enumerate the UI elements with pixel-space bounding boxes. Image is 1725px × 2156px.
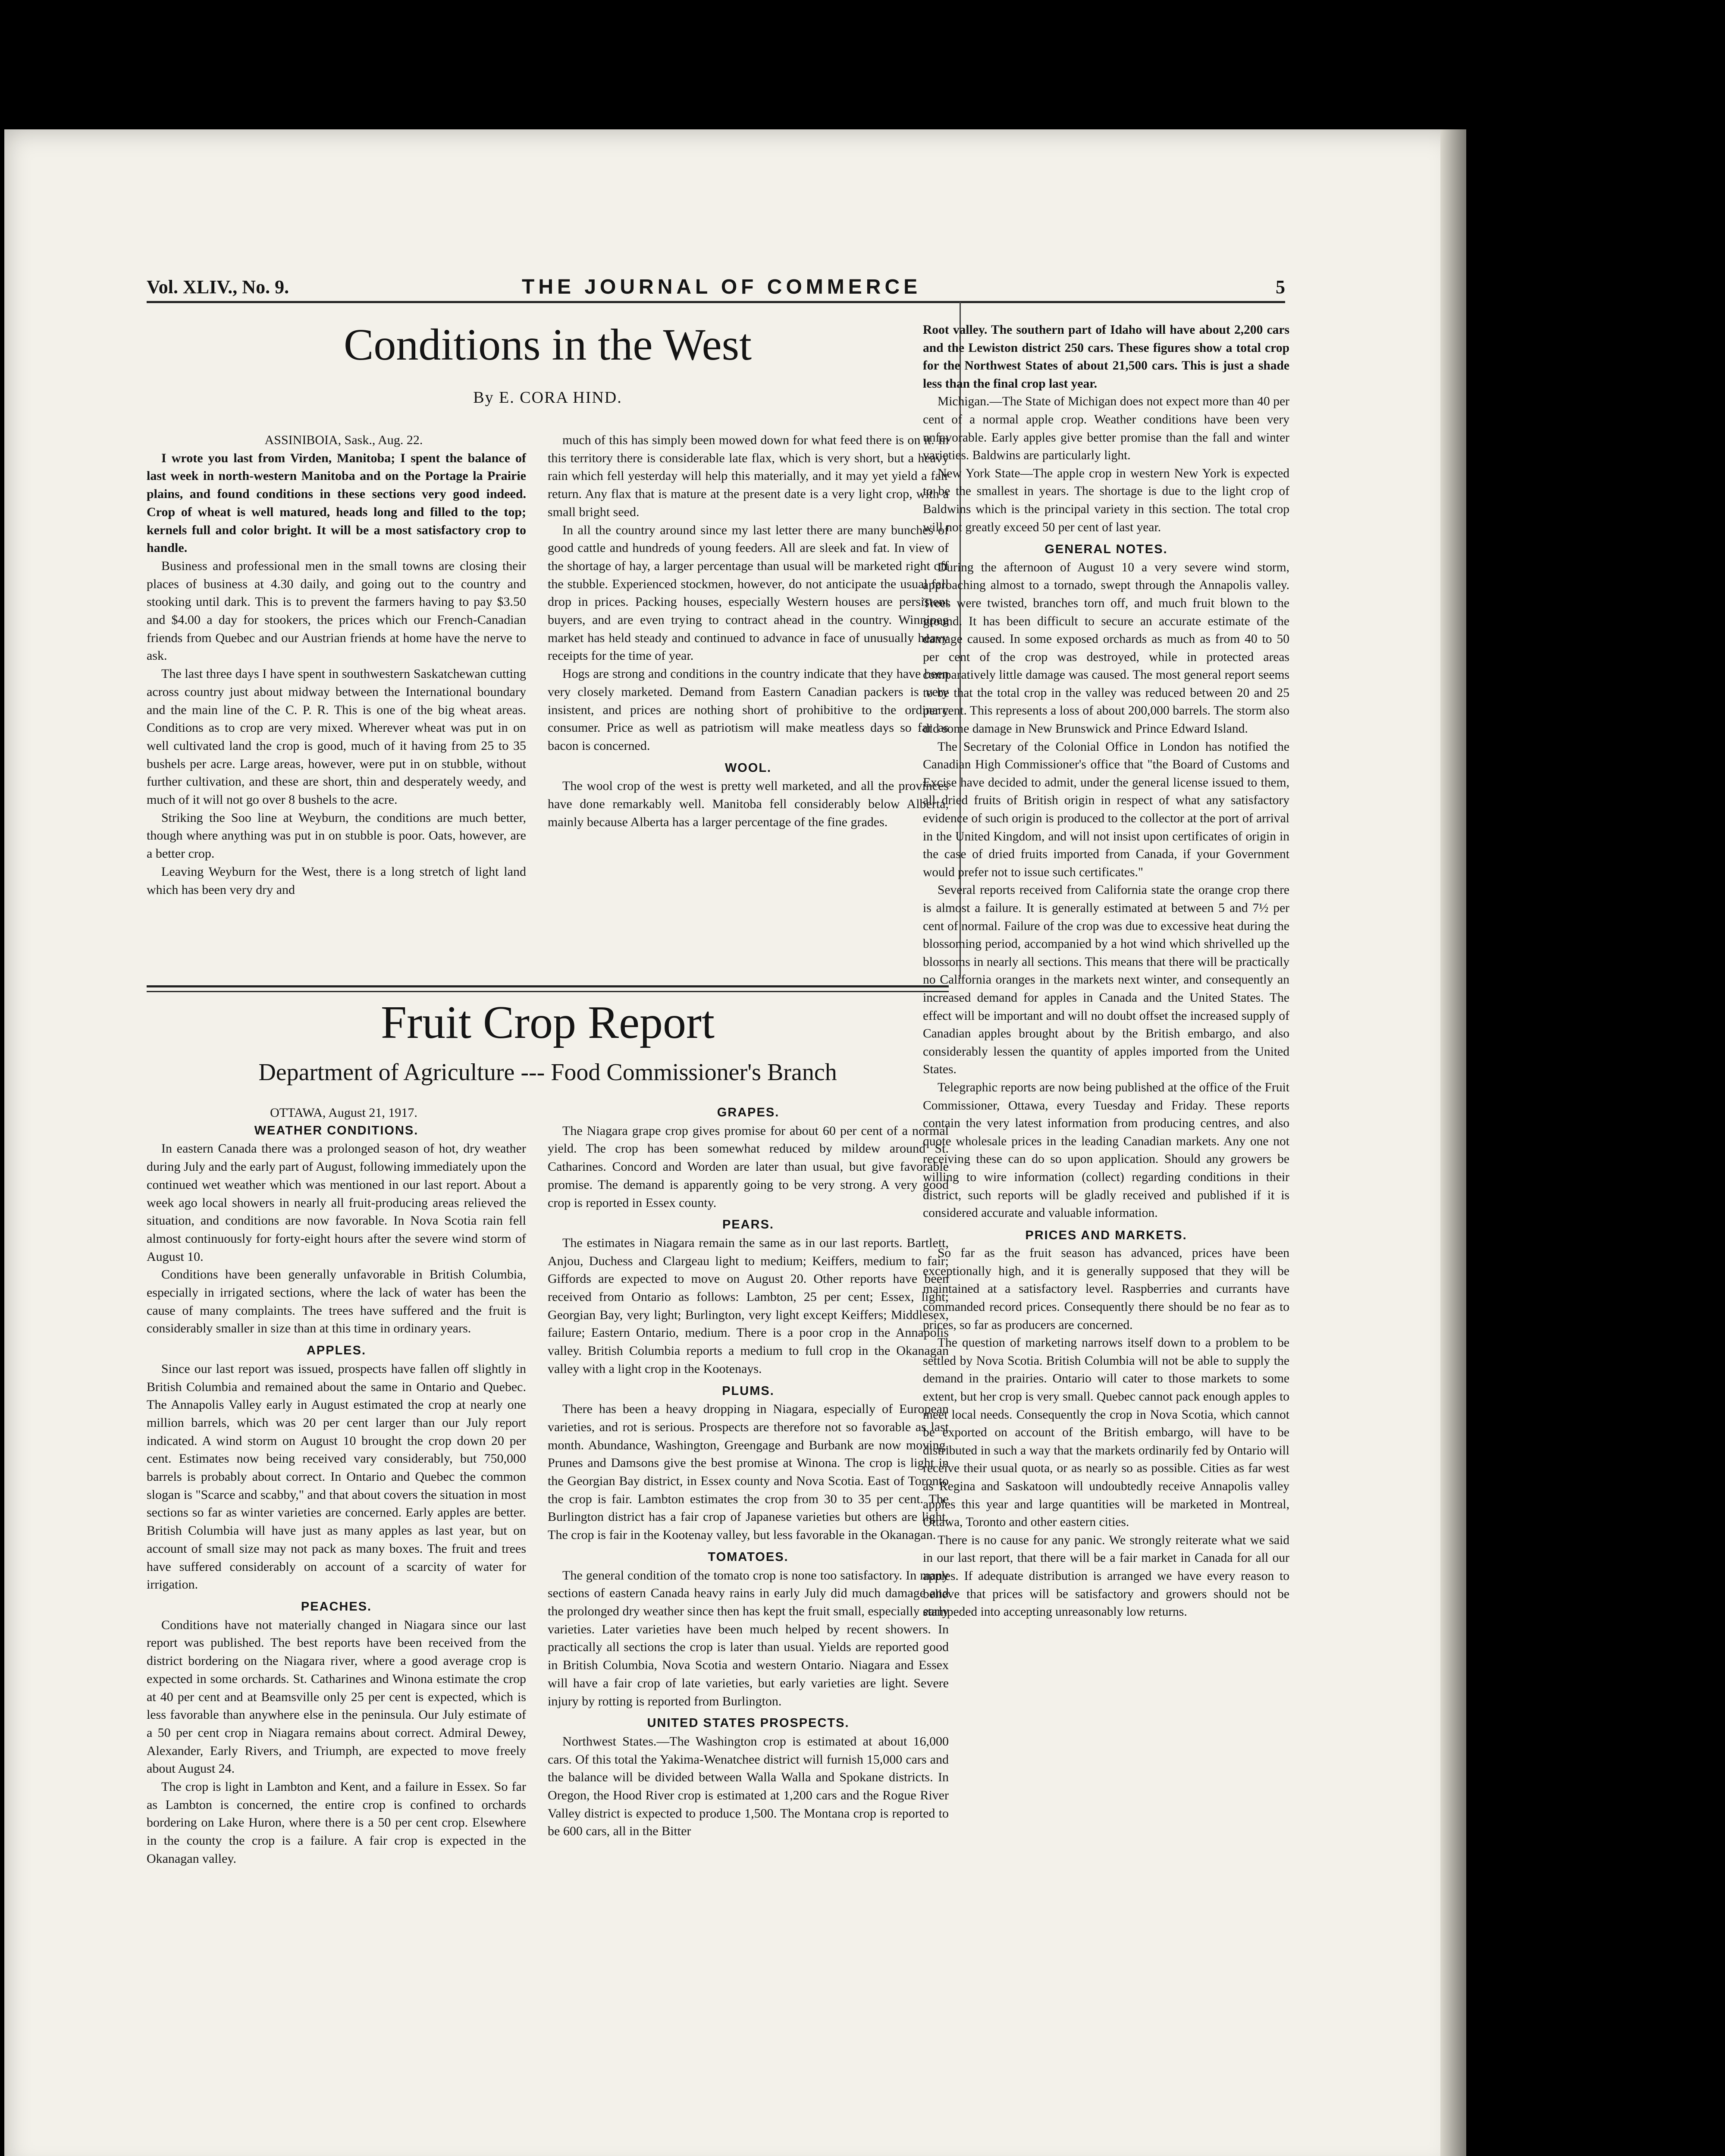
general-paragraph: Several reports received from California state the orange crop there is almost a failure. It is generally estimated at between 5 and 7½ per cent of normal. Failure of the crop was due to excessive heat during the blossoming period, accompanied by a hot wind which shrivelled up the blossoms in nearly all sections. This means that there will be practically no California oranges in the markets next winter, and consequently an increased demand for apples in Canada and the United States. The effect will be important and will no doubt offset the increased supply of Canadian apples brought about by the British embargo, and also considerably lessen the quantity of apples imported from the United States. bbox=[923, 883, 1289, 1077]
header-rule bbox=[147, 301, 1285, 303]
us-paragraph: Root valley. The southern part of Idaho will have about 2,200 cars and the Lewiston district 250 cars. These figures show a total crop for the Northwest States of about 21,500 cars. This is just a shade less than the final crop last year. bbox=[923, 323, 1289, 391]
weather-paragraph: In eastern Canada there was a prolonged season of hot, dry weather during July and the early part of August, following immediately upon the continued wet weather which was mentioned in our last report. About a week ago local showers in nearly all fruit-producing areas relieved the situation, and conditions are now favorable. In Nova Scotia rain fell almost continuously for forty-eight hours after the severe wind storm of August 10. bbox=[147, 1141, 526, 1264]
general-paragraph: The Secretary of the Colonial Office in London has notified the Canadian High Commissioner's office that "the Board of Customs and Excise have decided to admit, under the general license issued to them, all dried fruits of British origin in respect of what any satisfactory evidence of such origin is produced to the collector at the port of arrival in the United Kingdom, and will not insist upon certificates of origin in the case of dried fruits imported from Canada, if your Government would prefer not to issue such certificates." bbox=[923, 740, 1289, 879]
west-paragraph: I wrote you last from Virden, Manitoba; I spent the balance of last week in north-western Manitoba and on the Portage la Prairie plains, and found conditions in these sections very good indeed. Crop of wheat is well matured, heads long and filled to the top; kernels full and color bright. It will be a most satisfactory crop to handle. bbox=[147, 451, 526, 555]
fruit-dateline: OTTAWA, August 21, 1917. bbox=[270, 1106, 417, 1120]
west-paragraph: Leaving Weyburn for the West, there is a long stretch of light land which has been very dry and bbox=[147, 864, 526, 897]
grapes-paragraph: The Niagara grape crop gives promise for about 60 per cent of a normal yield. The crop has been somewhat reduced by mildew around St. Catharines. Concord and Worden are later than usual, but give favorable promise. The demand is apparently going to be very strong. A very good crop is reported in Essex county. bbox=[548, 1123, 949, 1210]
west-column-2 bbox=[548, 431, 949, 831]
article-separator bbox=[147, 985, 949, 992]
article-title-west: Conditions in the West bbox=[344, 320, 752, 370]
pears-paragraph: The estimates in Niagara remain the same as in our last reports. Bartlett, Anjou, Duchess and Clargeau light to medium; Keiffers, medium to fair; Giffords are expected to move on August 20. Other reports have been received from Ontario as follows: Lambton, 25 per cent; Essex, light; Georgian Bay, very light; Burlington, very light except Keiffers; Middlesex, failure; Eastern Ontario, medium. There is a poor crop in the Annapolis valley. British Columbia reports a medium to full crop in the Okanagan valley with a light crop in the Kootenays. bbox=[548, 1235, 949, 1376]
fruit-column-2 bbox=[548, 1104, 949, 1840]
apples-paragraph: Since our last report was issued, prospects have fallen off slightly in British Columbia and remained about the same in Ontario and Quebec. The Annapolis Valley early in August estimated the crop at nearly one million barrels, which was 20 per cent larger than our July report indicated. A wind storm on August 10 brought the crop down 20 per cent. Estimates now being received vary considerably, but 750,000 barrels is probably about correct. In Ontario and Quebec the common slogan is "Scarce and scabby," and that about covers the situation in most sections so far as winter varieties are concerned. Early apples are better. British Columbia will have just as many apples as last year, but on account of small size may not pack as many boxes. The fruit and trees have suffered considerably on account of a scarcity of water for irrigation. bbox=[147, 1361, 526, 1592]
general-paragraph: During the afternoon of August 10 a very severe wind storm, approaching almost to a tornado, swept through the Annapolis valley. Trees were twisted, branches torn off, and much fruit blown to the ground. It has been difficult to secure an accurate estimate of the damage caused. In some exposed orchards as much as from 40 to 50 per cent of the crop was destroyed, while in protected areas comparatively little damage was caused. The most general report seems to be that the total crop in the valley was reduced between 20 and 25 per cent. This represents a loss of about 200,000 barrels. The storm also did some damage in New Brunswick and Prince Edward Island. bbox=[923, 560, 1289, 736]
grapes-heading: GRAPES. bbox=[717, 1106, 780, 1119]
prices-paragraph: There is no cause for any panic. We strongly reiterate what we said in our last report, that there will be a fair market in Canada for all our apples. If adequate distribution is arranged we have every reason to believe that prices will be satisfactory and growers should not be stampeded into accepting unreasonably low returns. bbox=[923, 1533, 1289, 1619]
peaches-heading: PEACHES. bbox=[301, 1599, 372, 1614]
prices-heading: PRICES AND MARKETS. bbox=[1025, 1228, 1187, 1242]
fruit-column-3 bbox=[923, 321, 1289, 1621]
page-number: 5 bbox=[1276, 276, 1285, 298]
weather-paragraph: Conditions have been generally unfavorable in British Columbia, especially in irrigated sections, where the lack of water has been the cause of many complaints. The trees have suffered and the fruit is considerably smaller in size than at this time in ordinary years. bbox=[147, 1267, 526, 1336]
west-paragraph: Business and professional men in the small towns are closing their places of business at 4.30 daily, and going out to the country and stooking until dark. This is to prevent the farmers having to pay $3.50 and $4.00 a day for stookers, the prices which our French-Canadian friends from Quebec and our Austrian friends at home have the nerve to ask. bbox=[147, 558, 526, 663]
fruit-column-1 bbox=[147, 1104, 526, 1868]
us-prospects-heading: UNITED STATES PROSPECTS. bbox=[647, 1716, 850, 1730]
west-paragraph: The last three days I have spent in southwestern Saskatchewan cutting across country just about midway between the International boundary and the main line of the C. P. R. This is one of the big wheat areas. Conditions as to crop are very mixed. Wherever wheat was put in on well cultivated land the crop is good, much of it having from 25 to 35 bushels per acre. Large areas, however, were put in on stubble, without further cultivation, and these are short, thin and desperately weedy, and much of it will not go over 8 bushels to the acre. bbox=[147, 667, 526, 807]
prices-paragraph: The question of marketing narrows itself down to a problem to be settled by Nova Scotia. British Columbia will not be able to supply the demand in the prairies. Ontario will cater to those markets to some extent, but her crop is very small. Quebec cannot pack enough apples to meet local needs. Consequently the crop in Nova Scotia, which cannot be exported on account of the British embargo, will have to be distributed in such a way that the markets ordinarily fed by Ontario will receive their usual quota, or as nearly so as possible. Cities as far west as Regina and Saskatoon will undoubtedly receive Annapolis valley apples this year and large quantities will be marketed in Montreal, Ottawa, Toronto and other eastern cities. bbox=[923, 1336, 1289, 1529]
west-paragraph: Striking the Soo line at Weyburn, the conditions are much better, though where anything was put in on stubble is poor. Oats, however, are a better crop. bbox=[147, 810, 526, 861]
pears-heading: PEARS. bbox=[722, 1218, 774, 1232]
article-title-fruit: Fruit Crop Report bbox=[381, 997, 715, 1048]
plums-paragraph: There has been a heavy dropping in Niagara, especially of European varieties, and rot is serious. Prospects are therefore not so favorable as last month. Abundance, Washington, Greengage and Burbank are now moving. Prunes and Damsons give the best promise at Winona. The crop is light in the Georgian Bay district, in Essex county and Nova Scotia. East of Toronto the crop is fair. Lambton estimates the crop from 30 to 35 per cent. The Burlington district has a fair crop of Japanese varieties but others are light. The crop is fair in the Kootenay valley, but less favorable in the Okanagan. bbox=[548, 1402, 949, 1542]
apples-heading: APPLES. bbox=[306, 1344, 367, 1358]
us-prospects-paragraph: Northwest States.—The Washington crop is estimated at about 16,000 cars. Of this total the Yakima-Wenatchee district will furnish 15,000 cars and the balance will be divided between Walla Walla and Spokane districts. In Oregon, the Hood River crop is estimated at 1,200 cars and the Rogue River Valley district is expected to produce 1,500. The Montana crop is reported to be 600 cars, all in the Bitter bbox=[548, 1734, 949, 1839]
article-subtitle: Department of Agriculture --- Food Commissioner's Branch bbox=[258, 1059, 837, 1086]
volume-number: Vol. XLIV., No. 9. bbox=[147, 276, 289, 298]
west-dateline: ASSINIBOIA, Sask., Aug. 22. bbox=[264, 433, 423, 447]
page-edge-shadow bbox=[1440, 129, 1466, 2156]
general-notes-heading: GENERAL NOTES. bbox=[1044, 542, 1168, 557]
plums-heading: PLUMS. bbox=[722, 1384, 775, 1398]
west-paragraph: In all the country around since my last letter there are many bunches of good cattle and hundreds of young feeders. All are sleek and fat. In view of the shortage of hay, a larger percentage than usual will be marketed right off the stubble. Experienced stockmen, however, do not anticipate the usual fall drop in prices. Packing houses, especially Western houses are persistent buyers, and are even trying to contract ahead in the country. Winnipeg market has held steady and continued to advance in face of unusually heavy receipts for the time of year. bbox=[548, 523, 949, 663]
general-paragraph: Telegraphic reports are now being published at the office of the Fruit Commissioner, Ottawa, every Tuesday and Friday. These reports contain the very latest information from producing centres, and also quote wholesale prices in the leading Canadian markets. Any one not receiving these can do so upon application. Should any growers be willing to wire information (collect) regarding conditions in their district, such reports will be gladly received and published if it is considered accurate and valuable information. bbox=[923, 1080, 1289, 1220]
us-paragraph: Michigan.—The State of Michigan does not expect more than 40 per cent of a normal apple crop. Weather conditions have been very unfavorable. Early apples give better promise than the fall and winter varieties. Baldwins are particularly light. bbox=[923, 395, 1289, 463]
peaches-paragraph: Conditions have not materially changed in Niagara since our last report was published. The best reports have been received from the district bordering on the Niagara river, where a good average crop is expected in some orchards. St. Catharines and Winona estimate the crop at 40 per cent and at Beamsville only 25 per cent is expected, which is less favorable than anywhere else in the peninsula. Our July estimate of a 50 per cent crop in Niagara remains about correct. Admiral Dewey, Alexander, Early Rivers, and Triumph, are expected to move freely about August 24. bbox=[147, 1617, 526, 1776]
tomatoes-heading: TOMATOES. bbox=[708, 1550, 789, 1564]
prices-paragraph: So far as the fruit season has advanced, prices have been exceptionally high, and it is generally supposed that they will be maintained at a satisfactory level. Raspberries and currants have commanded record prices. Consequently there should be no fear as to prices, so far as producers are concerned. bbox=[923, 1246, 1289, 1332]
weather-heading: WEATHER CONDITIONS. bbox=[254, 1123, 419, 1138]
tomatoes-paragraph: The general condition of the tomato crop is none too satisfactory. In many sections of eastern Canada heavy rains in early July did much damage and the prolonged dry weather since then has kept the fruit small, especially early varieties. Later varieties have been much helped by recent showers. In practically all sections the crop is later than usual. Yields are reported good in British Columbia, Nova Scotia and western Ontario. Niagara and Essex will have a fair crop of late varieties, but early varieties are light. Severe injury by rotting is reported from Burlington. bbox=[548, 1568, 949, 1708]
wool-heading: WOOL. bbox=[724, 761, 772, 775]
us-paragraph: New York State—The apple crop in western New York is expected to be the smallest in years. The shortage is due to the light crop of Baldwins which is the principal variety in this section. The total crop will not greatly exceed 50 per cent of last year. bbox=[923, 466, 1289, 534]
article-byline: By E. CORA HIND. bbox=[473, 389, 622, 407]
west-column-1 bbox=[147, 431, 526, 899]
page-header bbox=[147, 276, 1285, 306]
journal-title: THE JOURNAL OF COMMERCE bbox=[522, 276, 922, 298]
peaches-paragraph: The crop is light in Lambton and Kent, and a failure in Essex. So far as Lambton is concerned, the entire crop is confined to orchards bordering on Lake Huron, where there is a 50 per cent crop. Elsewhere in the county the crop is a failure. A fair crop is expected in the Okanagan valley. bbox=[147, 1780, 526, 1866]
wool-paragraph: The wool crop of the west is pretty well marketed, and all the provinces have done remarkably well. Manitoba fell considerably below Alberta, mainly because Alberta has a larger percentage of the fine grades. bbox=[548, 779, 949, 829]
west-paragraph: much of this has simply been mowed down for what feed there is on it. In this territory there is considerable late flax, which is very short, but a heavy rain which fell yesterday will help this materially, and it may yet yield a fair return. Any flax that is mature at the present date is a very light crop, with a small bright seed. bbox=[548, 433, 949, 519]
west-paragraph: Hogs are strong and conditions in the country indicate that they have been very closely marketed. Demand from Eastern Canadian packers is very insistent, and prices are nothing short of prohibitive to the ordinary consumer. Price as well as patriotism will make meatless days so far as bacon is concerned. bbox=[548, 667, 949, 753]
